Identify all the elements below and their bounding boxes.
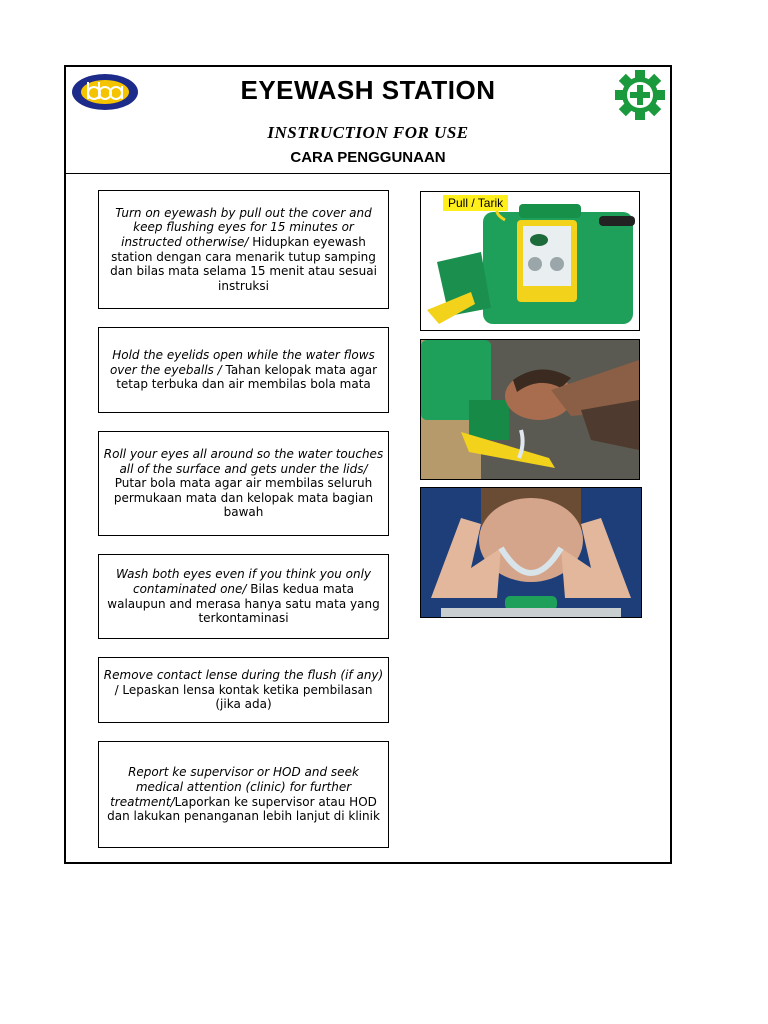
page-subtitle: INSTRUCTION FOR USE: [267, 123, 469, 142]
step-4: [98, 554, 389, 639]
step-1-ms: Hidupkan eyewash station dengan cara menarik tutup samping dan bilas mata selama 15 menit atau sesuai instruksi: [110, 234, 377, 293]
header: [66, 67, 670, 174]
safety-gear-icon: [614, 70, 666, 124]
step-3: [98, 431, 389, 536]
instruction-sheet: [64, 65, 672, 864]
step-5: [98, 657, 389, 723]
step-4-en: Wash both eyes even if you think you only contaminated one/: [115, 567, 372, 596]
rinse-eyes-image: [420, 487, 642, 618]
page-subtitle-local: CARA PENGGUNAAN: [290, 149, 446, 166]
step-2-ms: Tahan kelopak mata agar tetap terbuka dan air membilas bola mata: [116, 362, 378, 392]
page-title: EYEWASH STATION: [240, 75, 496, 105]
step-3-ms: Putar bola mata agar air membilas seluruh permukaan mata dan kelopak mata bagian bawah: [113, 476, 374, 520]
step-3-en: Roll your eyes all around so the water touches all of the surface and gets under the lids/: [103, 447, 384, 476]
pull-label: Pull / Tarik: [443, 195, 508, 211]
step-1-en: Turn on eyewash by pull out the cover and keep flushing eyes for 15 minutes or instructed otherwise/: [115, 205, 372, 249]
step-6-en: Report ke supervisor or HOD and seek medical attention (clinic) for further treatment/: [110, 765, 359, 809]
eyewash-station-image: [420, 191, 640, 331]
step-2-en: Hold the eyelids open while the water flows over the eyeballs /: [109, 348, 375, 377]
step-5-en: Remove contact lense during the flush (if any): [103, 668, 384, 683]
step-1: [98, 190, 389, 309]
step-2: [98, 327, 389, 413]
step-6: [98, 741, 389, 848]
hold-eyelids-image: [420, 339, 640, 480]
step-6-ms: Laporkan ke supervisor atau HOD dan lakukan penanganan lebih lanjut di klinik: [107, 794, 380, 824]
step-5-ms: / Lepaskan lensa kontak ketika pembilasan (jika ada): [114, 682, 373, 712]
step-4-ms: Bilas kedua mata walaupun and merasa hanya satu mata yang terkontaminasi: [107, 581, 380, 626]
